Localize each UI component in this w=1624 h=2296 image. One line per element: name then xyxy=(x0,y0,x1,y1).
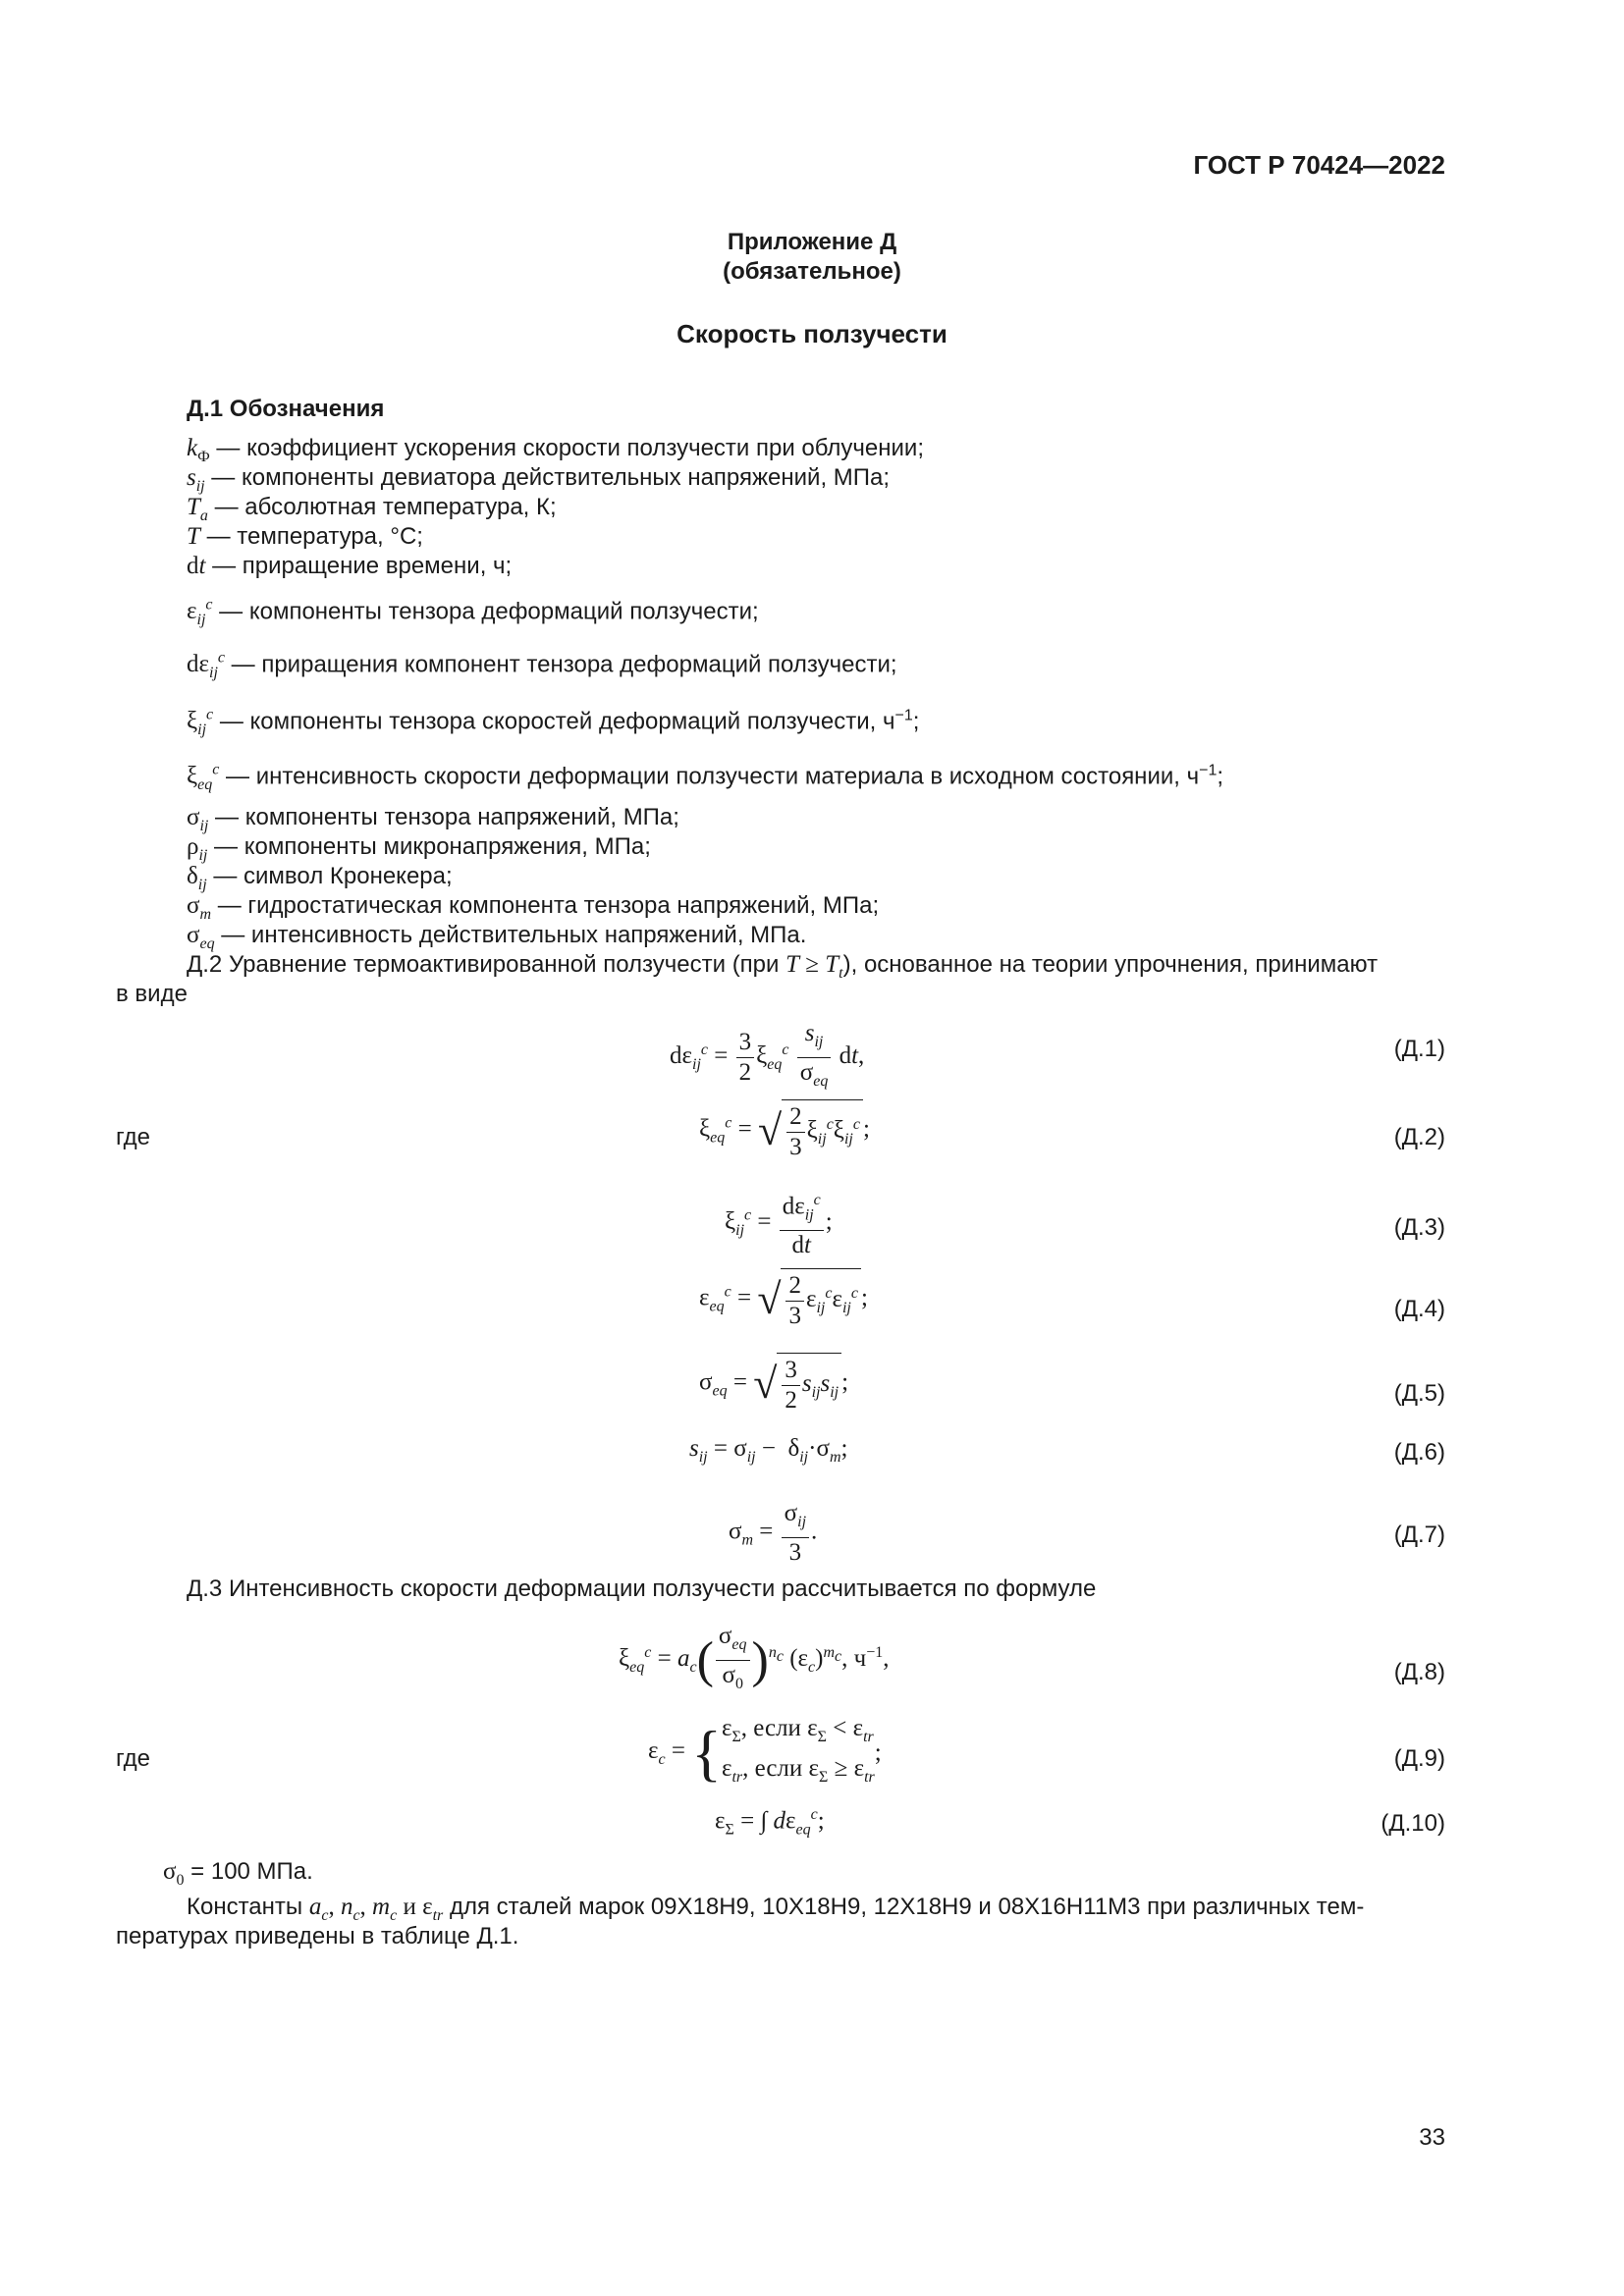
constants-paragraph-line2: пературах приведены в таблице Д.1. xyxy=(116,1923,519,1949)
equation-number-d1: (Д.1) xyxy=(1393,1036,1445,1062)
equation-number-d3: (Д.3) xyxy=(1393,1214,1445,1241)
equation-d6: $s_{ij} = \sigma_{ij} - \delta_{ij}\cdot\sigma_m$; xyxy=(689,1435,848,1466)
definition-s-ij: $s_{ij}$ — компоненты девиатора действительных напряжений, МПа; xyxy=(187,464,891,495)
where-label-2: где xyxy=(116,1745,151,1772)
equation-d5: $\sigma_{eq}$ = √ $\frac{3}{2}$ $s_{ij}s_{ij}$ ; xyxy=(699,1353,848,1415)
definition-rho-ij: $\rho_{ij}$ — компоненты микронапряжения, МПа; xyxy=(187,833,651,864)
equation-number-d8: (Д.8) xyxy=(1393,1659,1445,1685)
section3-intro: Д.3 Интенсивность скорости деформации ползучести рассчитывается по формуле xyxy=(187,1575,1097,1602)
definition-k-phi: $k_Ф$ — коэффициент ускорения скорости ползучести при облучении; xyxy=(187,435,925,465)
definition-sigma-ij: $\sigma_{ij}$ — компоненты тензора напряжений, МПа; xyxy=(187,804,679,834)
document-header: ГОСТ Р 70424—2022 xyxy=(1193,150,1445,180)
equation-d2: $\xi_{eq}^c$ = √ $\frac{2}{3}$ $\xi_{ij}^c\xi_{ij}^c$ ; xyxy=(699,1099,870,1162)
equation-d1: $d\varepsilon_{ij}^c$ = $\frac{3}{2}$ $\xi_{eq}^c$ $\frac{s_{ij}}{\sigma_{eq}}$ dt, xyxy=(670,1019,864,1096)
equation-number-d7: (Д.7) xyxy=(1393,1522,1445,1548)
appendix-title: Скорость ползучести xyxy=(677,319,947,348)
equation-d10: $\varepsilon_\Sigma$ = ∫ $d\varepsilon_{eq}^c$; xyxy=(715,1806,825,1839)
where-label: где xyxy=(116,1124,151,1150)
equation-d7: $\sigma_m$ = $\frac{\sigma_{ij}}{3}$ . xyxy=(729,1500,818,1566)
sigma0-definition: $\sigma_0 = 100$ МПа. xyxy=(163,1858,313,1889)
equation-number-d2: (Д.2) xyxy=(1393,1124,1445,1150)
equation-number-d10: (Д.10) xyxy=(1380,1810,1445,1837)
constants-paragraph: Константы $a_c$, $n_c$, $m_c$ и $\varepsilon_{tr}$ для сталей марок 09Х18Н9, 10Х18Н9, 12Х18Н9 и 08Х16Н11М3 при различных тем- xyxy=(187,1894,1365,1924)
definition-t-a: $T_a$ — абсолютная температура, К; xyxy=(187,494,557,524)
section-heading: Д.1 Обозначения xyxy=(187,396,385,422)
appendix-status: (обязательное) xyxy=(723,258,901,285)
equation-number-d4: (Д.4) xyxy=(1393,1296,1445,1322)
definition-delta-ij: $\delta_{ij}$ — символ Кронекера; xyxy=(187,863,453,893)
appendix-label: Приложение Д xyxy=(727,229,897,255)
equation-d9: $\varepsilon_c = \{\varepsilon_\Sigma$, если $\varepsilon_\Sigma < \varepsilon_{tr}$ $\varepsilon_{tr}$, если $\varepsilon_\Sigma \ge \varepsilon_{tr}$; xyxy=(648,1715,882,1788)
definition-xi-ij: $\xi_{ij}^c$ — компоненты тензора скоростей деформаций ползучести, $ч^{-1}$; xyxy=(187,707,920,739)
definition-eps-ij: $\varepsilon_{ij}^c$ — компоненты тензора деформаций ползучести; xyxy=(187,597,759,629)
equation-number-d6: (Д.6) xyxy=(1393,1439,1445,1466)
definition-d-eps-ij: $d\varepsilon_{ij}^c$ — приращения компонент тензора деформаций ползучести; xyxy=(187,650,897,682)
definition-sigma-m: $\sigma_m$ — гидростатическая компонента тензора напряжений, МПа; xyxy=(187,892,880,923)
equation-number-d9: (Д.9) xyxy=(1393,1745,1445,1772)
equation-d8: $\xi_{eq}^c = a_c$( $\frac{\sigma_{eq}}{\sigma_0}$ )$^{n_c}$ $(\varepsilon_c)^{m_c}$, $ч^{-1}$, xyxy=(619,1622,890,1699)
section2-intro-line2: в виде xyxy=(116,981,188,1007)
section2-intro: Д.2 Уравнение термоактивированной ползучести (при $T \ge T_t$), основанное на теории упрочнения, принимают xyxy=(187,951,1379,982)
definition-t: T — температура, °С; xyxy=(187,523,423,550)
equation-d4: $\varepsilon_{eq}^c$ = √ $\frac{2}{3}$ $\varepsilon_{ij}^c\varepsilon_{ij}^c$ ; xyxy=(699,1268,868,1331)
definition-xi-eq: $\xi_{eq}^c$ — интенсивность скорости деформации ползучести материала в исходном состоянии, $ч^{-1}$; xyxy=(187,762,1224,794)
definition-dt: dt — приращение времени, ч; xyxy=(187,553,513,579)
equation-d3: $\xi_{ij}^c$ = $\frac{d\varepsilon_{ij}^c}{dt}$ ; xyxy=(725,1192,833,1259)
page-number: 33 xyxy=(1419,2124,1445,2151)
definition-sigma-eq: $\sigma_{eq}$ — интенсивность действительных напряжений, МПа. xyxy=(187,922,807,952)
equation-number-d5: (Д.5) xyxy=(1393,1380,1445,1407)
